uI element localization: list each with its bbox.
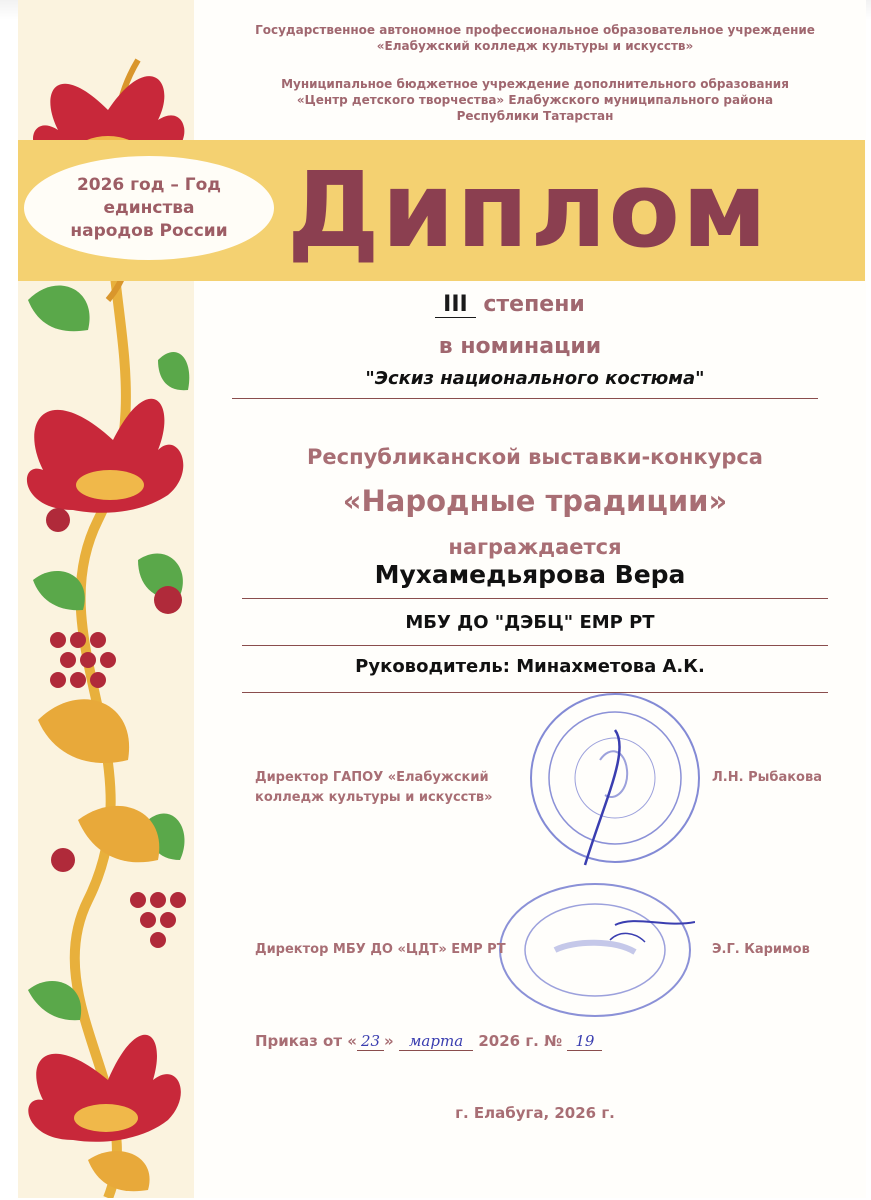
order-year: 2026 г. № [478, 1032, 563, 1050]
header-line-3: Муниципальное бюджетное учреждение дополнительного образования [281, 77, 789, 91]
place-date: г. Елабуга, 2026 г. [455, 1104, 615, 1122]
order-day: 23 [357, 1032, 384, 1051]
order-number: 19 [567, 1032, 602, 1051]
signature-1-role-line2: колледж культуры и искусств» [255, 790, 493, 805]
order-prefix: Приказ от « [255, 1032, 357, 1050]
nomination-underline [232, 398, 818, 399]
recipient-name: Мухамедьярова Вера [374, 560, 686, 589]
nomination-label: в номинации [438, 334, 602, 359]
organization: МБУ ДО "ДЭБЦ" ЕМР РТ [405, 612, 655, 633]
nomination-value: "Эскиз национального костюма" [365, 368, 705, 389]
signature-2-role: Директор МБУ ДО «ЦДТ» ЕМР РТ [255, 942, 506, 957]
order-month: марта [399, 1032, 473, 1051]
header-line-1: Государственное автономное профессиональное образовательное учреждение [255, 23, 815, 37]
header-line-5: Республики Татарстан [456, 109, 614, 123]
degree-label: степени [483, 292, 585, 317]
organization-underline [242, 645, 828, 646]
leader: Руководитель: Минахметова А.К. [355, 656, 705, 677]
header-line-2: «Елабужский колледж культуры и искусств» [376, 39, 694, 53]
awarded-label: награждается [448, 535, 622, 559]
signature-1-role-line1: Директор ГАПОУ «Елабужский [255, 770, 489, 785]
year-badge [24, 156, 274, 260]
year-badge-text: 2026 год – Год единства народов России [70, 174, 228, 241]
order-line [255, 1032, 602, 1050]
college-stamp [515, 690, 715, 870]
recipient-underline [242, 598, 828, 599]
degree-value: III [435, 292, 476, 318]
contest-line: Республиканской выставки-конкурса [307, 445, 763, 469]
center-stamp [495, 870, 695, 1020]
header-line-4: «Центр детского творчества» Елабужского муниципального района [296, 93, 774, 107]
order-quote: » [384, 1032, 394, 1050]
signature-2-name: Э.Г. Каримов [712, 942, 810, 957]
contest-name: «Народные традиции» [342, 484, 728, 518]
degree-line [380, 292, 640, 317]
signature-1-role [255, 768, 493, 808]
diploma-title: Диплом [287, 149, 769, 271]
signature-1-name: Л.Н. Рыбакова [712, 770, 822, 785]
